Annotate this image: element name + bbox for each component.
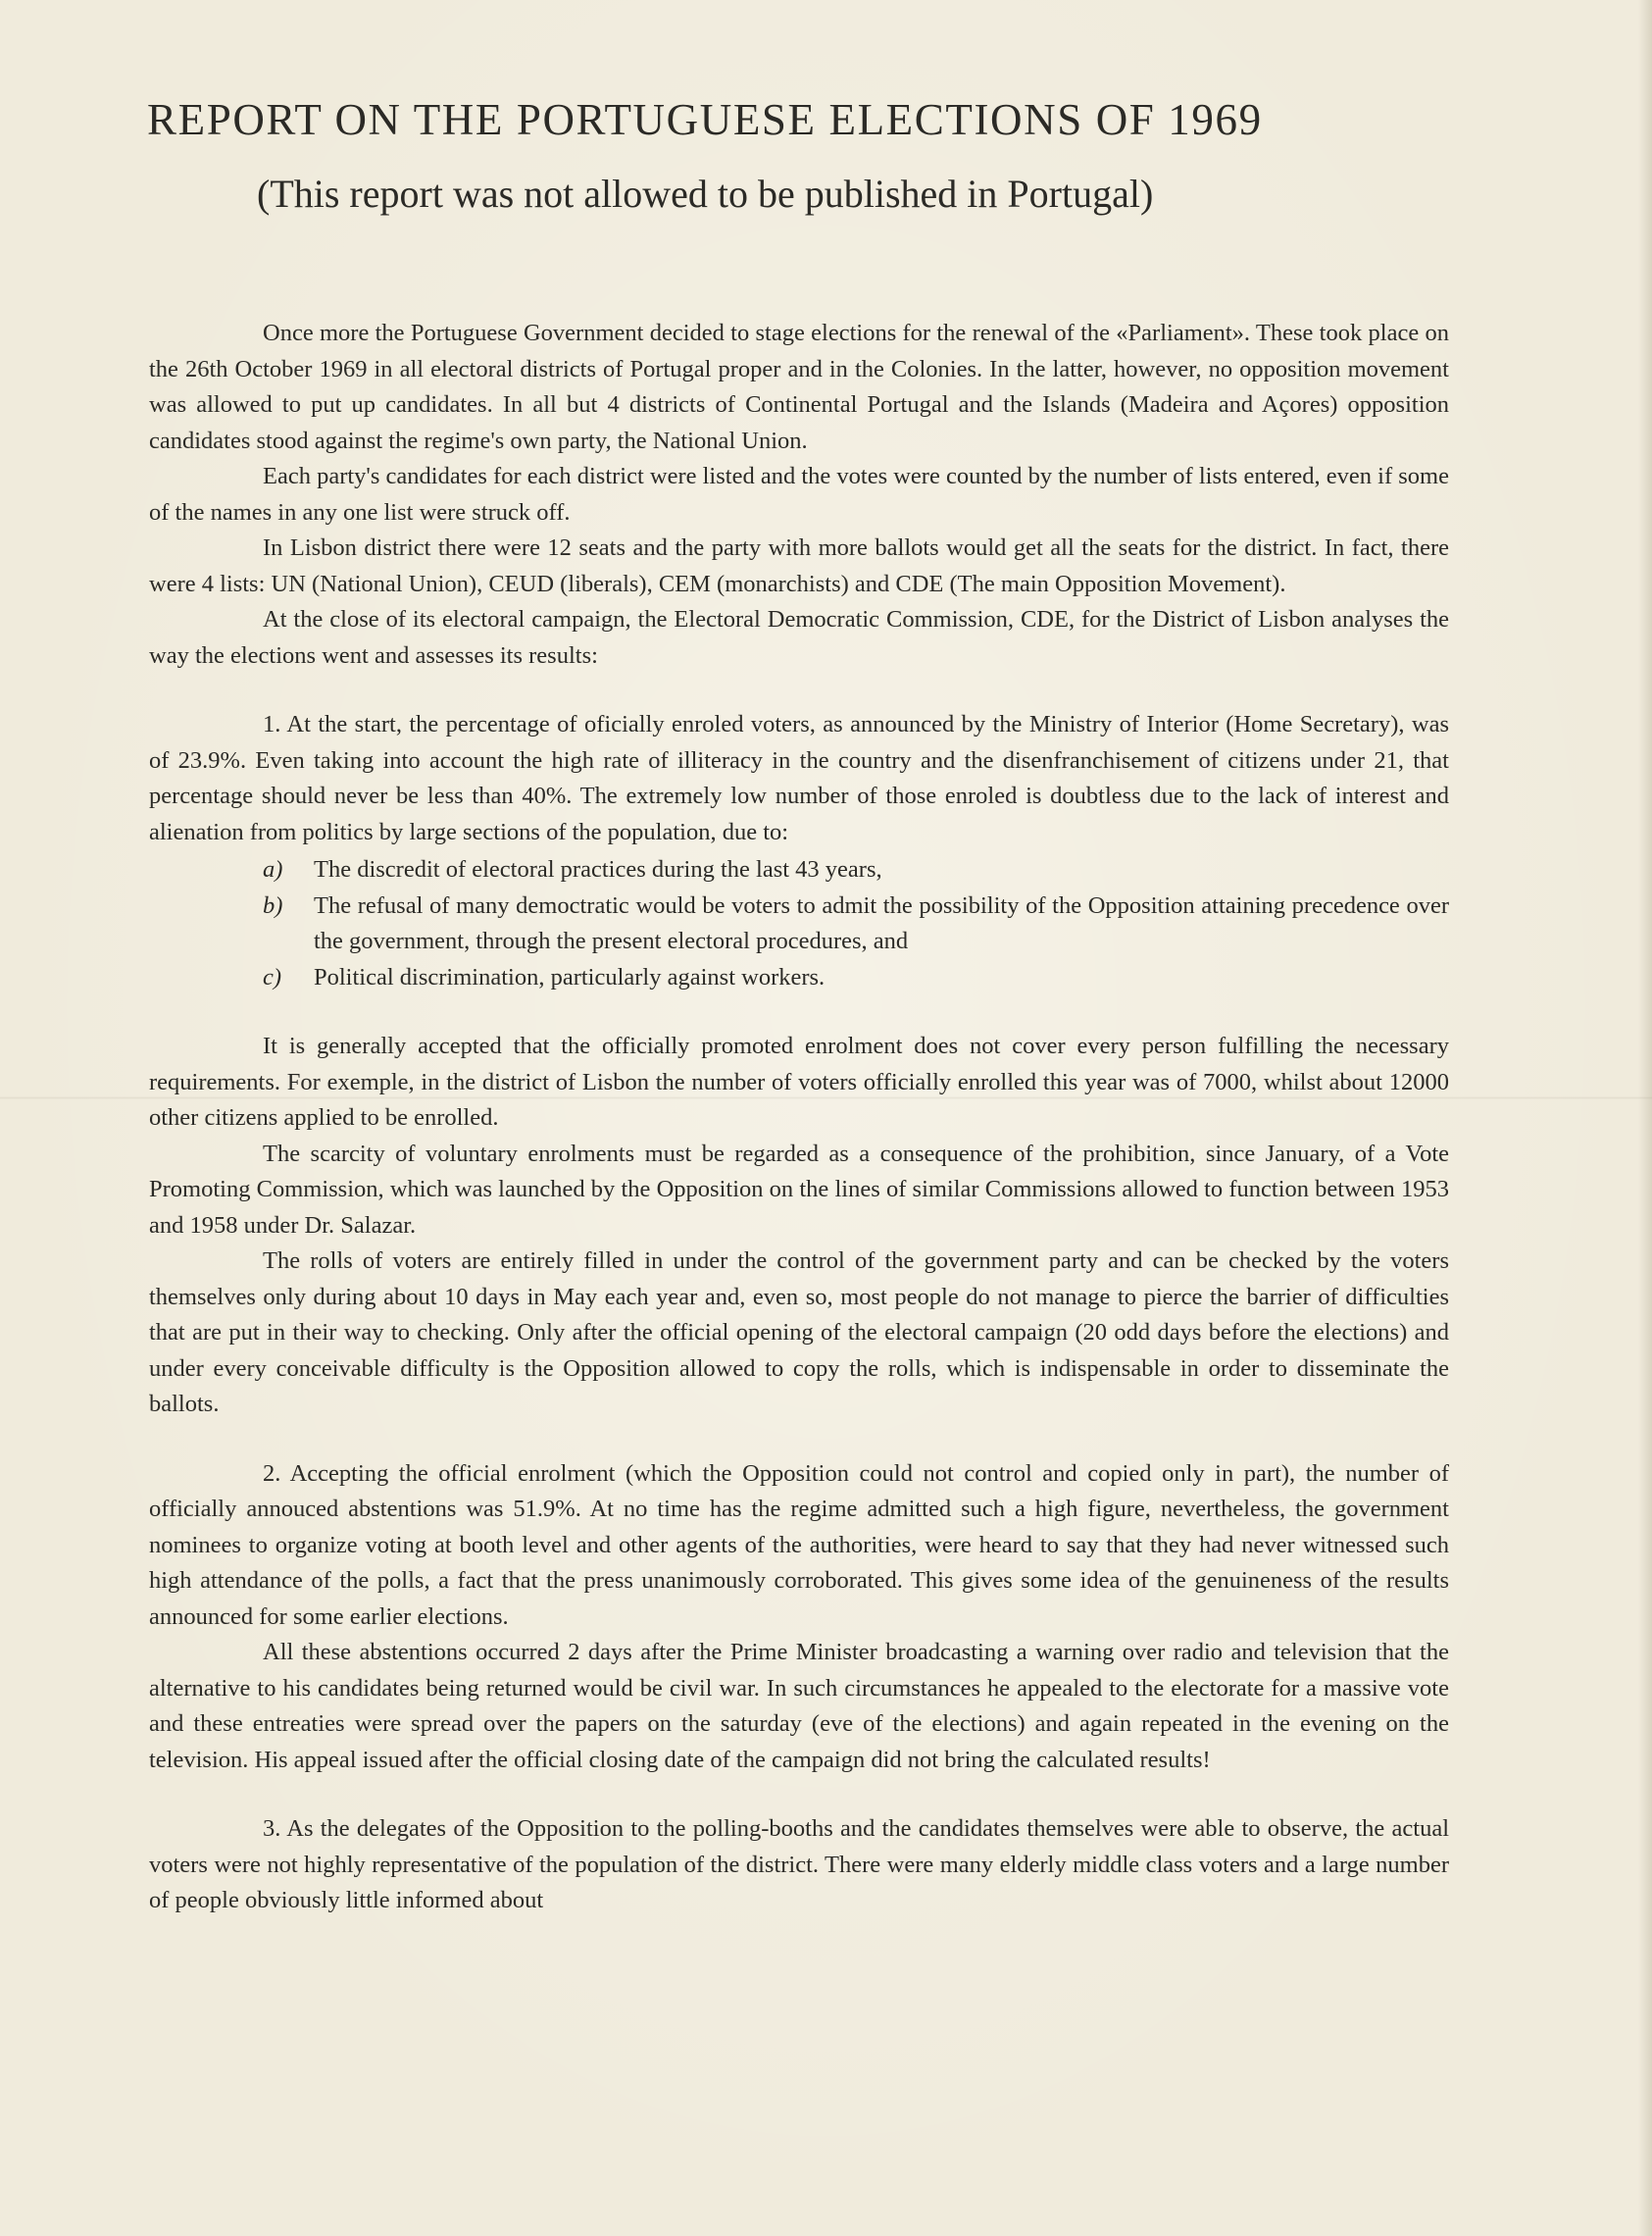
list-marker: a) xyxy=(263,856,283,883)
list-marker: c) xyxy=(263,963,282,991)
reasons-list xyxy=(149,852,1449,995)
paragraph-lists: Each party's candidates for each district were listed and the votes were counted by the number of lists entered, even if some of the names in any one list were struck off. xyxy=(149,463,1449,526)
list-item-text: The refusal of many democtratic would be voters to admit the possibility of the Opposition attaining precedence over the government, through the present electoral procedures, and xyxy=(314,891,1449,954)
paragraph-voluntary-enrolment: The scarcity of voluntary enrolments must be regarded as a consequence of the prohibition, since January, of a Vote Promoting Commission, which was launched by the Opposition on the lines of similar Commissions allowed to function between 1953 and 1958 under Dr. Salazar. xyxy=(149,1140,1449,1239)
list-item-text: Political discrimination, particularly against workers. xyxy=(314,963,826,991)
report-body xyxy=(149,316,1449,1919)
list-item-text: The discredit of electoral practices during the last 43 years, xyxy=(314,856,882,883)
section-2-abstentions: 2. Accepting the official enrolment (which the Opposition could not control and copied only in part), the number of officially annouced abstentions was 51.9%. At no time has the regime admitted such a high figure, nevertheless, the government nominees to organize voting at booth level and other agents of the authorities, were heard to say that they had never witnessed such high attendance of the polls, a fact that the press unanimously corroborated. This gives some idea of the genuineness of the results announced for some earlier elections. xyxy=(149,1459,1449,1630)
paper-edge-shadow xyxy=(1638,0,1652,2236)
paragraph-enrolment-coverage: It is generally accepted that the officially promoted enrolment does not cover every person fulfilling the necessary requirements. For exemple, in the district of Lisbon the number of voters officially enrolled this year was of 7000, whilst about 12000 other citizens applied to be enrolled. xyxy=(149,1033,1449,1131)
paragraph-voter-rolls: The rolls of voters are entirely filled in under the control of the government party and can be checked by the voters themselves only during about 10 days in May each year and, even so, most people do not manage to pierce the barrier of difficulties that are put in their way to checking. Only after the official opening of the electoral campaign (20 odd days before the elections) and under every conceivable difficulty is the Opposition allowed to copy the rolls, which is indispensable in order to disseminate the ballots. xyxy=(149,1247,1449,1417)
paragraph-intro: Once more the Portuguese Government decided to stage elections for the renewal of the «Parliament». These took place on the 26th October 1969 in all electoral districts of Portugal proper and in the Colonies. In the latter, however, no opposition movement was allowed to put up candidates. In all but 4 districts of Continental Portugal and the Islands (Madeira and Açores) opposition candidates stood against the regime's own party, the National Union. xyxy=(149,320,1449,454)
section-3-voters: 3. As the delegates of the Opposition to the polling-booths and the candidates themselves were able to observe, the actual voters were not highly representative of the population of the district. There were many elderly middle class voters and a large number of people obviously little informed about xyxy=(149,1815,1449,1913)
paragraph-lisbon-seats: In Lisbon district there were 12 seats and the party with more ballots would get all the seats for the district. In fact, there were 4 lists: UN (National Union), CEUD (liberals), CEM (monarchists) and CDE (The main Opposition Movement). xyxy=(149,534,1449,597)
list-item xyxy=(263,889,1449,960)
paragraph-prime-minister-warning: All these abstentions occurred 2 days after the Prime Minister broadcasting a warning over radio and television that the alternative to his candidates being returned would be civil war. In such circumstances he appealed to the electorate for a massive vote and these entreaties were spread over the papers on the saturday (eve of the elections) and again repeated in the evening on the television. His appeal issued after the official closing date of the campaign did not bring the calculated results! xyxy=(149,1639,1449,1773)
list-item xyxy=(263,960,1449,996)
report-title: REPORT ON THE PORTUGUESE ELECTIONS OF 1969 xyxy=(147,95,1263,144)
report-subtitle: (This report was not allowed to be published in Portugal) xyxy=(257,172,1154,216)
paragraph-cde-analysis: At the close of its electoral campaign, the Electoral Democratic Commission, CDE, for the District of Lisbon analyses the way the elections went and assesses its results: xyxy=(149,606,1449,669)
list-item xyxy=(263,852,1449,889)
section-1-enrolment: 1. At the start, the percentage of oficially enroled voters, as announced by the Ministry of Interior (Home Secretary), was of 23.9%. Even taking into account the high rate of illiteracy in the country and the disenfranchisement of citizens under 21, that percentage should never be less than 40%. The extremely low number of those enroled is doubtless due to the lack of interest and alienation from politics by large sections of the population, due to: xyxy=(149,711,1449,845)
list-marker: b) xyxy=(263,891,283,919)
